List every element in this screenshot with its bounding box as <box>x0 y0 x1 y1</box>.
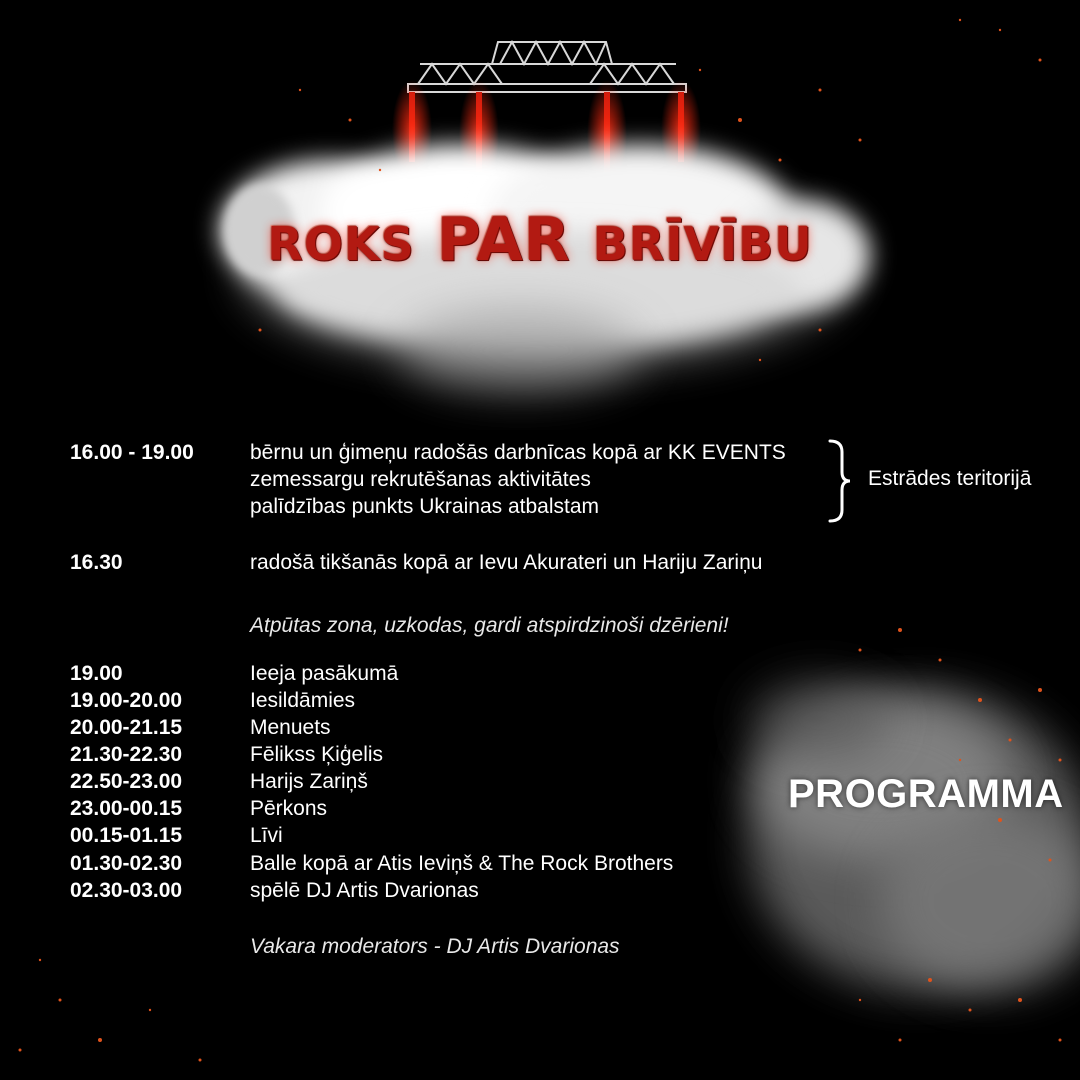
right-brace-icon <box>826 438 852 524</box>
schedule-act: Līvi <box>250 824 283 847</box>
schedule-time: 01.30-02.30 <box>70 852 183 875</box>
logo-word-roks: ROKS <box>267 217 415 271</box>
relax-note: Atpūtas zona, uzkodas, gardi atspirdzinoši dzērieni! <box>250 614 729 637</box>
location-note: Estrādes teritorijā <box>868 467 1032 490</box>
schedule-act: spēlē DJ Artis Dvarionas <box>250 879 479 902</box>
schedule-time: 23.00-00.15 <box>70 797 183 820</box>
schedule-time: 21.30-22.30 <box>70 743 183 766</box>
schedule-time: 19.00 <box>70 662 123 685</box>
schedule-time: 00.15-01.15 <box>70 824 183 847</box>
schedule-act: Iesildāmies <box>250 689 356 712</box>
meeting-time: 16.30 <box>70 551 123 574</box>
schedule-act: Fēlikss Ķiģelis <box>250 743 384 766</box>
schedule-time: 22.50-23.00 <box>70 770 183 793</box>
schedule-act: Harijs Zariņš <box>250 770 368 793</box>
daytime-activity: zemessargu rekrutēšanas aktivitātes <box>250 468 591 491</box>
schedule-act: Pērkons <box>250 797 328 820</box>
meeting-text: radošā tikšanās kopā ar Ievu Akurateri un Hariju Zariņu <box>250 551 763 574</box>
event-logo <box>240 205 840 275</box>
daytime-block-time: 16.00 - 19.00 <box>70 441 194 464</box>
schedule-act: Ieeja pasākumā <box>250 662 399 685</box>
schedule-time: 02.30-03.00 <box>70 879 183 902</box>
stage-truss-icon <box>408 42 686 92</box>
schedule-act: Balle kopā ar Atis Ieviņš & The Rock Brothers <box>250 852 674 875</box>
schedule-act: Menuets <box>250 716 331 739</box>
programma-heading: PROGRAMMA <box>788 772 1064 816</box>
schedule-time: 19.00-20.00 <box>70 689 183 712</box>
daytime-activity: bērnu un ģimeņu radošās darbnīcas kopā ar KK EVENTS <box>250 441 786 464</box>
daytime-activity: palīdzības punkts Ukrainas atbalstam <box>250 495 600 518</box>
moderator-note: Vakara moderators - DJ Artis Dvarionas <box>250 935 620 958</box>
smoke-graphic <box>750 680 1080 990</box>
logo-word-par: PAR <box>436 205 571 275</box>
schedule-time: 20.00-21.15 <box>70 716 183 739</box>
logo-word-brivibu: BRĪVĪBU <box>592 217 813 271</box>
